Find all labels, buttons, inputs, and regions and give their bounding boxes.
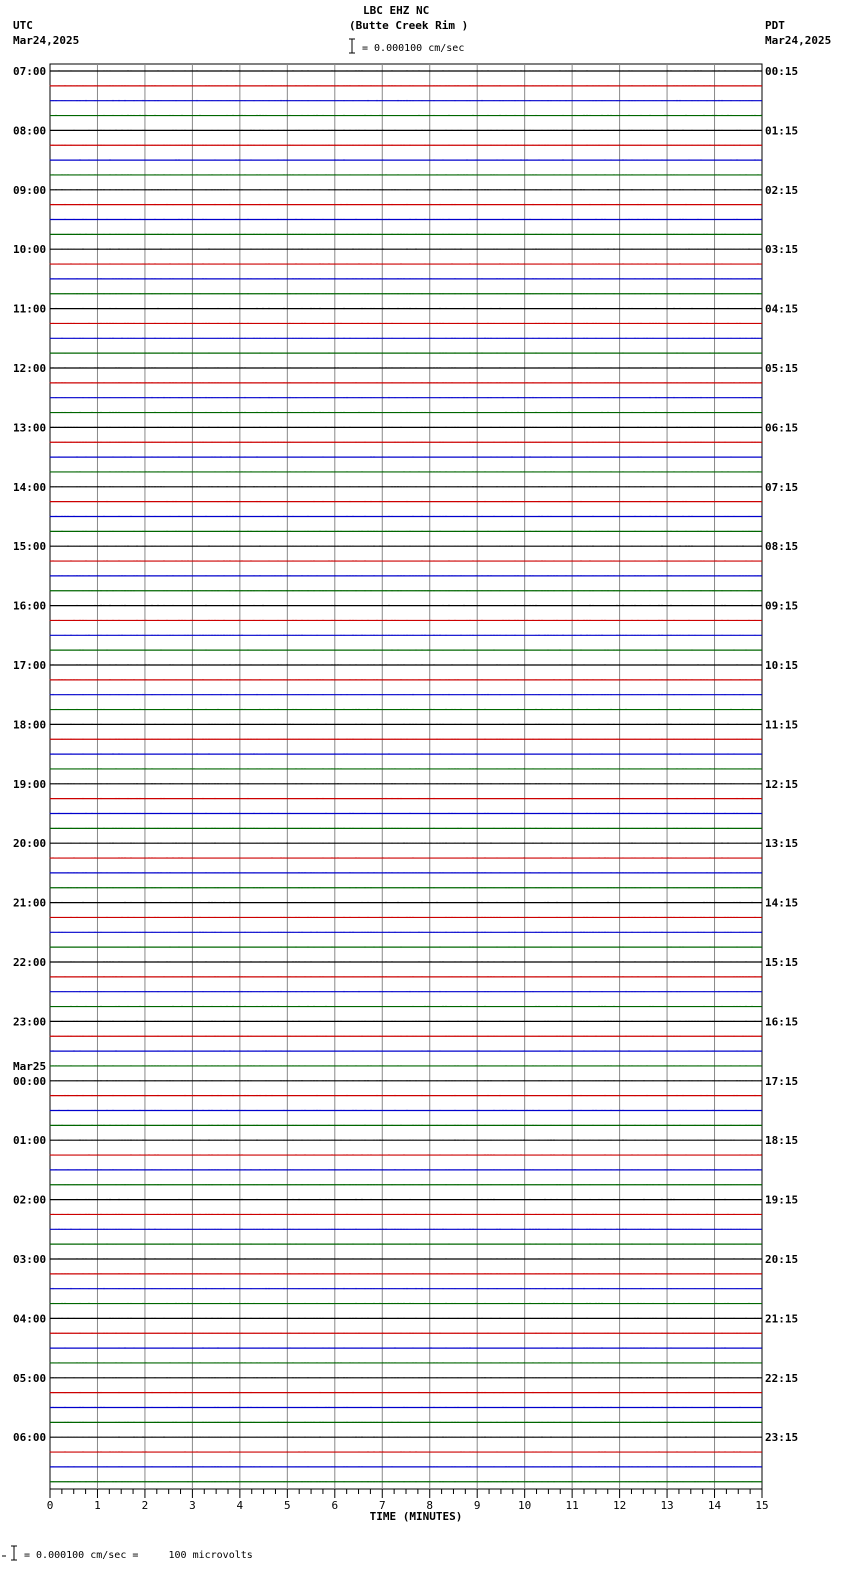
pdt-hour-label: 22:15 xyxy=(765,1371,799,1385)
utc-date-change-label: Mar25 xyxy=(13,1059,47,1073)
utc-date-label: Mar24,2025 xyxy=(13,34,80,47)
utc-hour-label: 08:00 xyxy=(13,124,47,138)
chart-subtitle: (Butte Creek Rim ) xyxy=(349,19,469,32)
x-tick-label: 1 xyxy=(94,1499,101,1512)
x-tick-label: 14 xyxy=(707,1499,722,1512)
utc-hour-label: 18:00 xyxy=(13,718,47,732)
utc-hour-label: 04:00 xyxy=(13,1312,47,1326)
pdt-hour-label: 07:15 xyxy=(765,480,799,494)
utc-hour-label: 17:00 xyxy=(13,659,47,672)
pdt-hour-label: 17:15 xyxy=(765,1074,799,1088)
scale-label: = 0.000100 cm/sec xyxy=(362,43,465,54)
utc-hour-label: 01:00 xyxy=(13,1134,47,1148)
utc-hour-label: 14:00 xyxy=(13,480,47,494)
pdt-hour-label: 04:15 xyxy=(765,302,799,316)
chart-title: LBC EHZ NC xyxy=(363,4,430,17)
grid xyxy=(50,64,762,1489)
pdt-hour-label: 03:15 xyxy=(765,243,799,257)
calibration-label: = 0.000100 cm/sec = 100 microvolts xyxy=(24,1550,253,1561)
x-tick-label: 11 xyxy=(565,1499,579,1512)
x-axis xyxy=(47,1489,769,1523)
utc-hour-label: 13:00 xyxy=(13,421,47,435)
footer-scale-bar-icon xyxy=(2,1546,17,1560)
utc-hour-label: 10:00 xyxy=(13,243,47,257)
pdt-date-label: Mar24,2025 xyxy=(765,34,832,47)
utc-hour-label: 02:00 xyxy=(13,1193,47,1207)
pdt-hour-label: 00:15 xyxy=(765,65,799,78)
pdt-hour-label: 16:15 xyxy=(765,1015,799,1029)
scale-bar-icon xyxy=(349,39,355,53)
pdt-hour-label: 01:15 xyxy=(765,124,799,138)
x-tick-label: 12 xyxy=(612,1499,627,1512)
utc-hour-label: 09:00 xyxy=(13,183,47,197)
x-tick-label: 0 xyxy=(46,1499,54,1512)
x-tick-label: 7 xyxy=(378,1499,386,1512)
pdt-hour-label: 15:15 xyxy=(765,956,799,969)
utc-hour-label: 05:00 xyxy=(13,1371,47,1385)
pdt-hour-label: 02:15 xyxy=(765,183,799,197)
x-tick-label: 10 xyxy=(518,1499,532,1512)
pdt-hour-label: 20:15 xyxy=(765,1253,799,1266)
pdt-hour-label: 14:15 xyxy=(765,896,799,910)
pdt-hour-label: 13:15 xyxy=(765,837,799,851)
utc-hour-label: 15:00 xyxy=(13,540,47,554)
x-axis-title: TIME (MINUTES) xyxy=(369,1510,463,1523)
pdt-hour-label: 18:15 xyxy=(765,1134,799,1148)
plot-frame xyxy=(50,64,762,1489)
x-tick-label: 8 xyxy=(426,1499,434,1512)
x-tick-label: 15 xyxy=(755,1499,769,1512)
pdt-hour-label: 21:15 xyxy=(765,1312,799,1326)
x-tick-label: 3 xyxy=(189,1499,196,1512)
utc-hour-label: 03:00 xyxy=(13,1253,47,1266)
utc-timezone-label: UTC xyxy=(13,19,33,32)
x-tick-label: 9 xyxy=(473,1499,481,1512)
pdt-timezone-label: PDT xyxy=(765,19,785,32)
pdt-hour-label: 11:15 xyxy=(765,718,799,732)
pdt-hour-label: 09:15 xyxy=(765,599,799,613)
utc-hour-label: 23:00 xyxy=(13,1015,47,1029)
utc-hour-label: 22:00 xyxy=(13,956,47,969)
pdt-hour-label: 23:15 xyxy=(765,1431,799,1445)
utc-hour-label: 21:00 xyxy=(13,896,47,910)
utc-hour-label: 20:00 xyxy=(13,837,47,851)
x-tick-label: 2 xyxy=(141,1499,149,1512)
utc-hour-label: 00:00 xyxy=(13,1074,47,1088)
pdt-hour-label: 06:15 xyxy=(765,421,799,435)
utc-hour-label: 12:00 xyxy=(13,362,47,375)
x-tick-label: 13 xyxy=(660,1499,674,1512)
utc-hour-label: 16:00 xyxy=(13,599,47,613)
pdt-hour-label: 05:15 xyxy=(765,362,799,375)
pdt-hour-label: 12:15 xyxy=(765,777,799,791)
x-tick-label: 4 xyxy=(236,1499,244,1512)
traces xyxy=(50,70,762,1482)
utc-hour-label: 11:00 xyxy=(13,302,47,316)
x-tick-label: 6 xyxy=(331,1499,339,1512)
pdt-hour-label: 19:15 xyxy=(765,1193,799,1207)
utc-hour-label: 06:00 xyxy=(13,1431,47,1445)
utc-hour-label: 19:00 xyxy=(13,777,47,791)
utc-hour-label: 07:00 xyxy=(13,65,47,78)
pdt-hour-label: 10:15 xyxy=(765,659,799,672)
pdt-hour-label: 08:15 xyxy=(765,540,799,554)
x-tick-label: 5 xyxy=(284,1499,291,1512)
